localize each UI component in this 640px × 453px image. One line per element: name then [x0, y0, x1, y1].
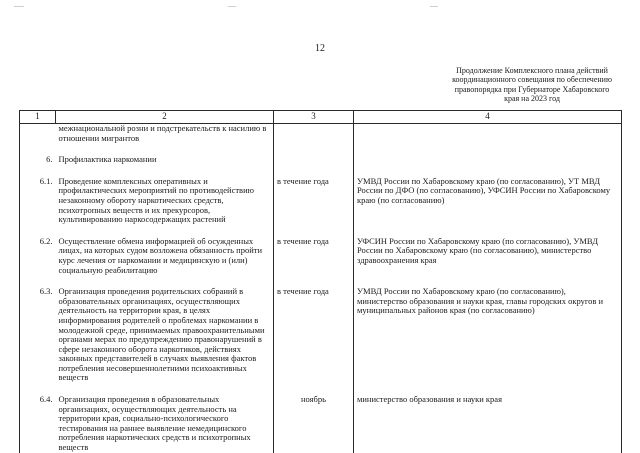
- row-number: 6.2.: [20, 225, 56, 275]
- activity-text: Организация проведения родительских собраний в образовательных организациях, осуществляющих деятельность на территории края, в целях информирования родителей о проблемах наркомании в молодежной среде, принимаемых правоохранительными органами мерах по предупреждению правонарушений в сфере незаконного оборота наркотиков, действиях законных представителей в случаях выявления фактов потребления несовершеннолетними психоактивных веществ: [56, 275, 274, 383]
- executors-text: УМВД России по Хабаровскому краю (по согласованию), министерство образования и науки края, главы городских округов и муниципальных районов края (по согласованию): [354, 275, 622, 383]
- executors-text: [354, 143, 622, 165]
- table-row: [20, 165, 622, 225]
- term-text: [274, 143, 354, 165]
- column-header: 2: [56, 111, 274, 124]
- column-header: 4: [354, 111, 622, 124]
- row-number: [20, 124, 56, 144]
- activity-text: Профилактика наркомании: [56, 143, 274, 165]
- plan-table: [19, 110, 622, 453]
- page-number: 12: [315, 43, 325, 54]
- executors-text: министерство образования и науки края: [354, 383, 622, 453]
- activity-text: Организация проведения в образовательных организациях, осуществляющих деятельность на территории края, социально-психологического тестирования на раннее выявление немедицинского потребления наркотических средств и психотропных веществ: [56, 383, 274, 453]
- row-number: 6.3.: [20, 275, 56, 383]
- term-text: в течение года: [274, 275, 354, 383]
- column-header: 1: [20, 111, 56, 124]
- scan-mark: [14, 6, 24, 7]
- table-row: [20, 143, 622, 165]
- executors-text: УМВД России по Хабаровскому краю (по согласованию), УТ МВД России по ДФО (по согласованию), УФСИН России по Хабаровскому краю (по согласованию): [354, 165, 622, 225]
- row-number: 6.4.: [20, 383, 56, 453]
- column-header: 3: [274, 111, 354, 124]
- table-row: [20, 124, 622, 144]
- table-row: [20, 275, 622, 383]
- term-text: в течение года: [274, 225, 354, 275]
- scan-mark: [228, 6, 236, 7]
- table-header-row: [20, 111, 622, 124]
- scan-mark: [430, 6, 438, 7]
- header-note: Продолжение Комплексного плана действий координационного совещания по обеспечению правопорядка при Губернаторе Хабаровского края на 2023 год: [452, 66, 612, 104]
- row-number: 6.: [20, 143, 56, 165]
- activity-text: Проведение комплексных оперативных и профилактических мероприятий по противодействию незаконному обороту наркотических средств, психотропных веществ и их прекурсоров, культивированию наркосодержащих растений: [56, 165, 274, 225]
- continuation-text: межнациональной розни и подстрекательств к насилию в отношении мигрантов: [56, 124, 274, 144]
- table-row: [20, 383, 622, 453]
- activity-text: Осуществление обмена информацией об осужденных лицах, на которых судом возложена обязанность пройти курс лечения от наркомании и медицинскую и (или) социальную реабилитацию: [56, 225, 274, 275]
- term-text: ноябрь: [274, 383, 354, 453]
- executors-text: УФСИН России по Хабаровскому краю (по согласованию), УМВД России по Хабаровскому краю (по согласованию), министерство здравоохранения края: [354, 225, 622, 275]
- table-row: [20, 225, 622, 275]
- term-text: в течение года: [274, 165, 354, 225]
- row-number: 6.1.: [20, 165, 56, 225]
